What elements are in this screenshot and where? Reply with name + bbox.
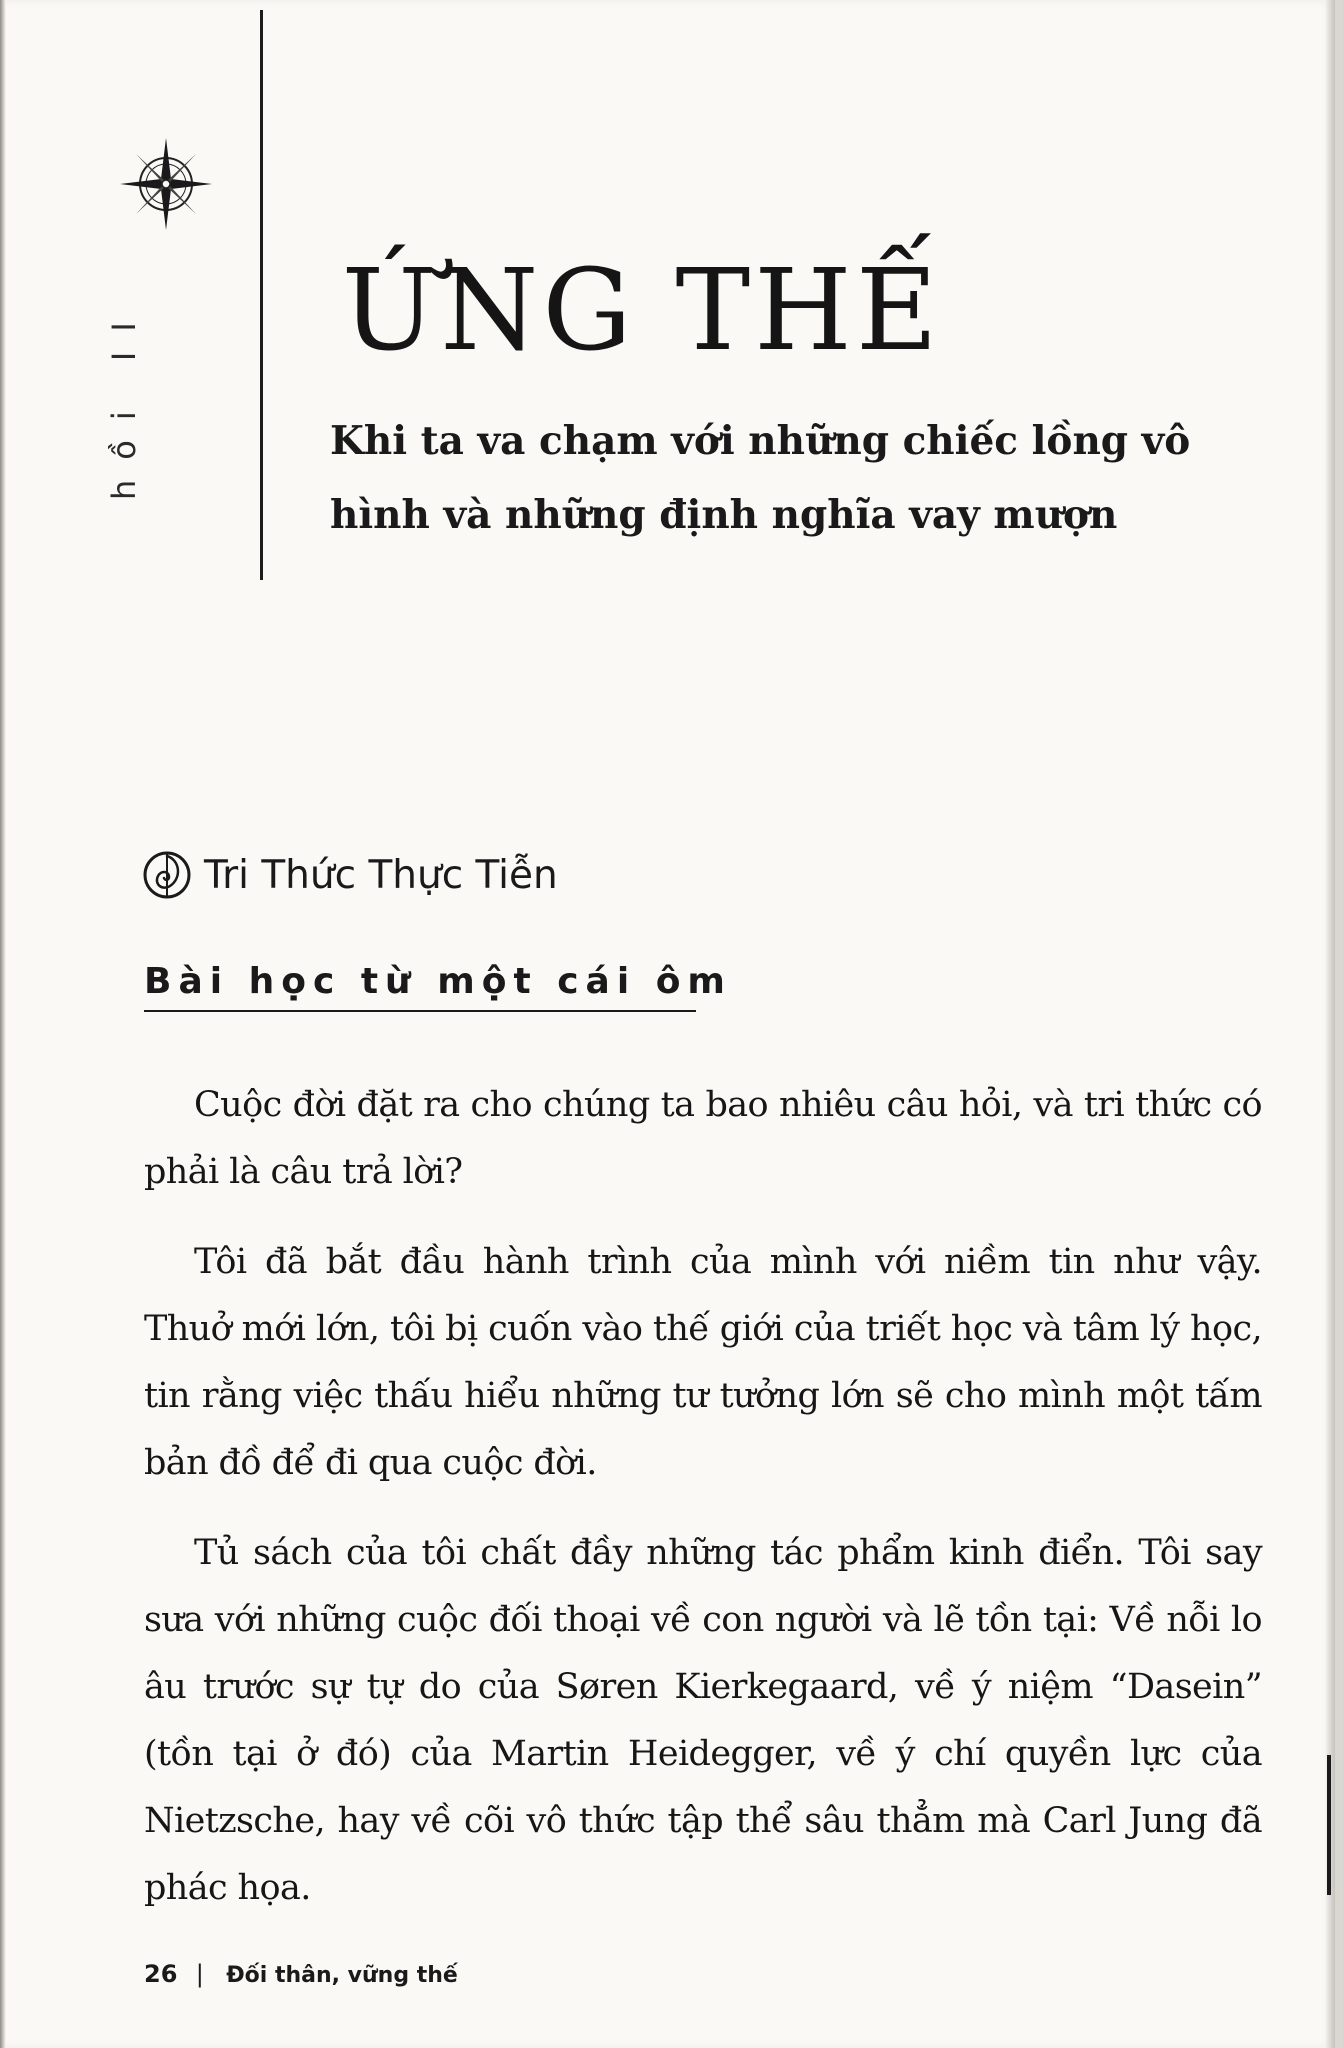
section-heading	[140, 848, 558, 902]
chapter-subtitle-line: hình và những định nghĩa vay mượn	[330, 492, 1118, 538]
body-paragraph: Tủ sách của tôi chất đầy những tác phẩm kinh điển. Tôi say sưa với những cuộc đối thoại về con người và lẽ tồn tại: Về nỗi lo âu trước sự tự do của Søren Kierkegaard, về ý niệm “Dasein” (tồn tại ở đó) của Martin Heidegger, về ý chí quyền lực của Nietzsche, hay về cõi vô thức tập thể sâu thẳm mà Carl Jung đã phác họa.	[144, 1533, 1262, 1908]
book-title: Đối thân, vững thế	[226, 1963, 458, 1988]
chapter-subtitle-line: Khi ta va chạm với những chiếc lồng vô	[330, 418, 1191, 464]
compass-rose-icon	[116, 134, 216, 234]
lesson-title-underline	[144, 1010, 696, 1012]
page-footer	[144, 1956, 458, 1994]
page-left-shadow	[0, 0, 6, 2048]
chapter-subtitle	[330, 404, 1230, 552]
page-number: 26	[144, 1960, 178, 1988]
chapter-title: ỨNG THẾ	[342, 246, 942, 376]
lesson-title: Bài học từ một cái ôm	[144, 961, 732, 1002]
body-paragraph: Cuộc đời đặt ra cho chúng ta bao nhiêu câu hỏi, và tri thức có phải là câu trả lời?	[144, 1085, 1262, 1192]
body-paragraph: Tôi đã bắt đầu hành trình của mình với niềm tin như vậy. Thuở mới lớn, tôi bị cuốn vào thế giới của triết học và tâm lý học, tin rằng việc thấu hiểu những tư tưởng lớn sẽ cho mình một tấm bản đồ để đi qua cuộc đời.	[144, 1242, 1262, 1483]
footer-separator: |	[195, 1960, 204, 1988]
body-text	[144, 1072, 1262, 1945]
page-right-shadow	[1325, 0, 1335, 2048]
section-label: Tri Thức Thực Tiễn	[204, 852, 558, 898]
shell-spiral-icon	[140, 848, 194, 902]
page-edge-mark	[1327, 1755, 1331, 1895]
part-side-label: hồi II	[105, 302, 143, 500]
vertical-rule	[260, 10, 263, 580]
